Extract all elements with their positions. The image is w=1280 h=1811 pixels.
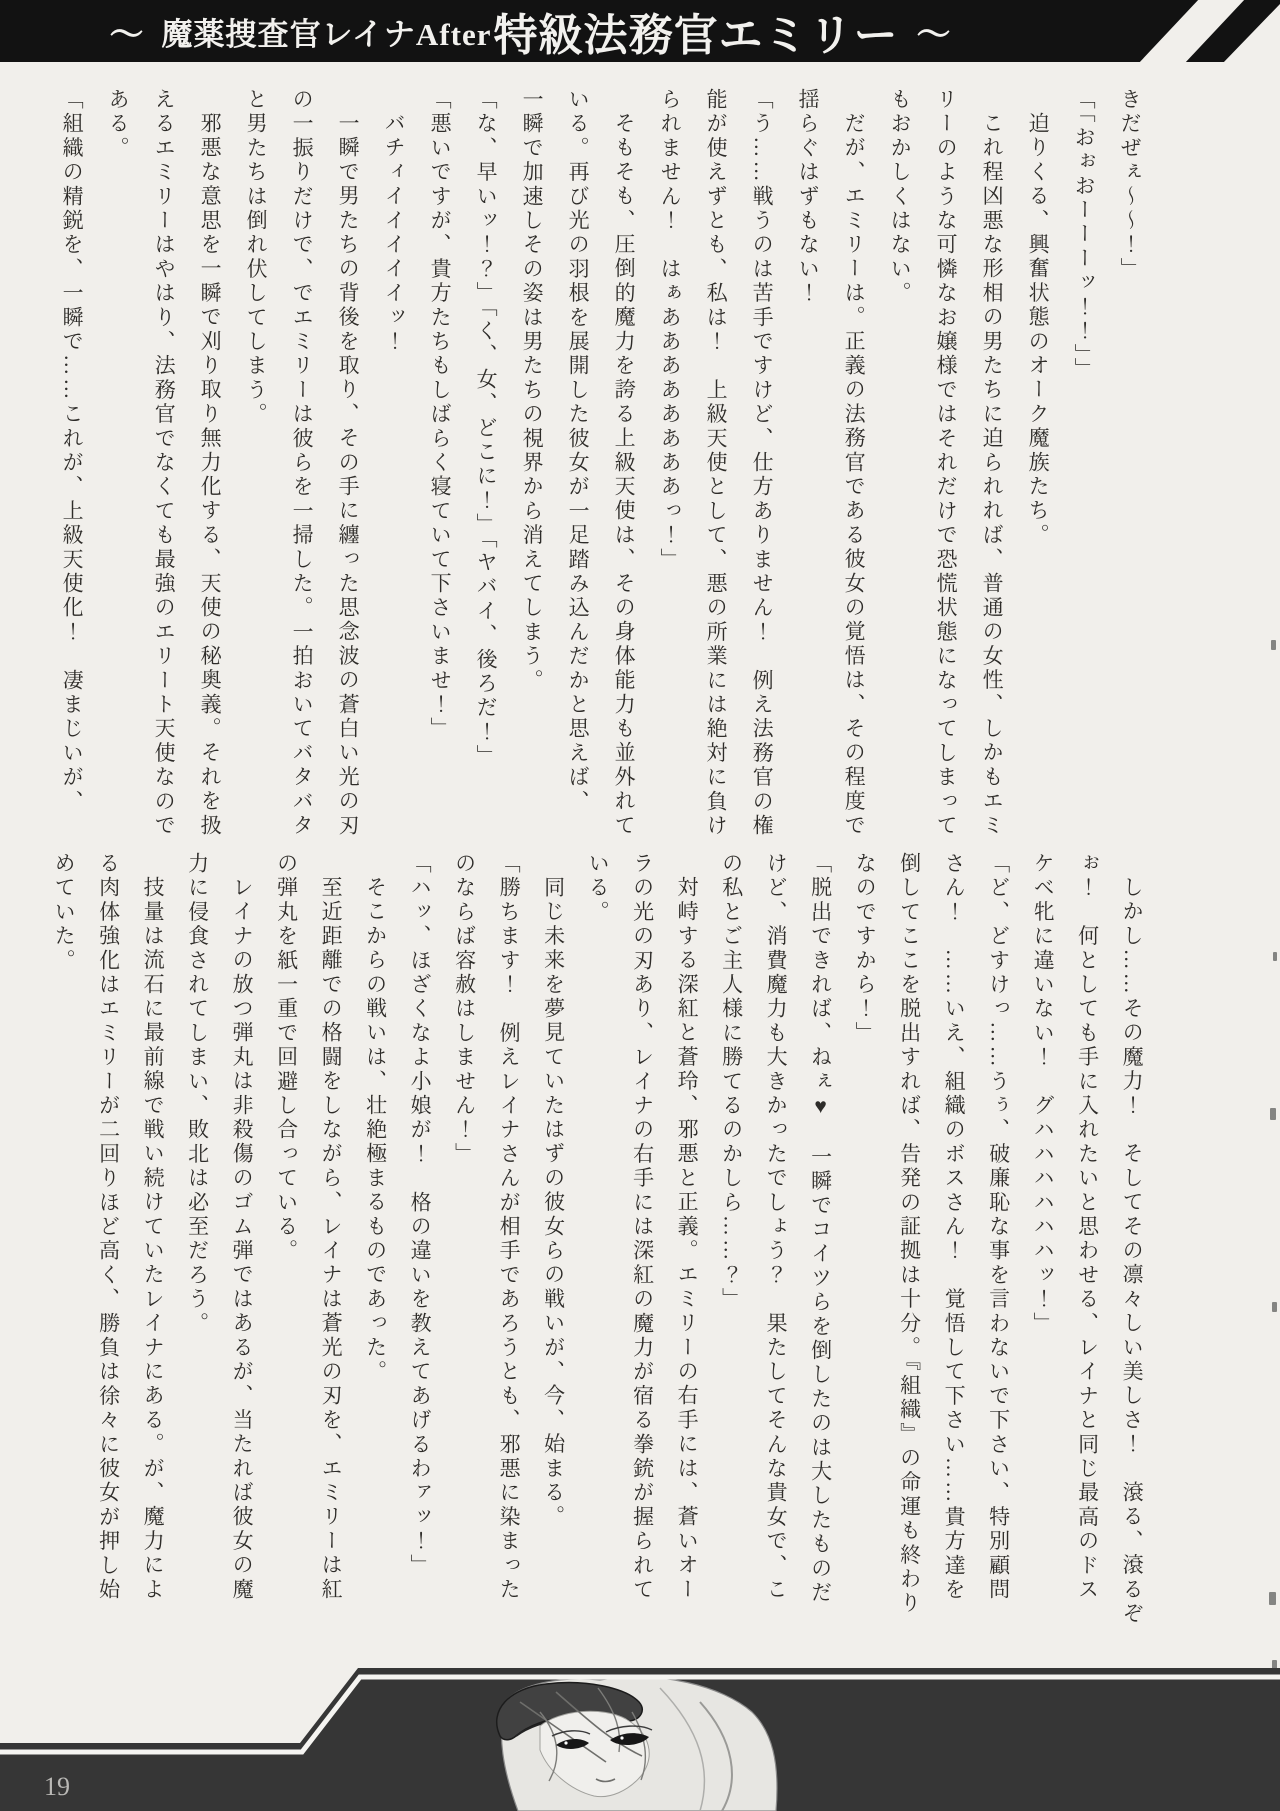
text-column: の私とご主人様に勝てるのかしら……？」 xyxy=(719,852,744,1312)
text-column: 揺らぐはずもない！ xyxy=(796,88,821,306)
scan-speck xyxy=(1269,1592,1276,1605)
text-column: しかし……その魔力！ そしてその凛々しい美しさ！ 滾る、滾るぞ xyxy=(1120,876,1145,1627)
text-column: の一振りだけで、でエミリーは彼らを一掃した。一拍おいてバタバタ xyxy=(290,88,315,839)
text-column: 対峙する深紅と蒼玲、邪悪と正義。エミリーの右手には、蒼いオー xyxy=(675,876,700,1603)
text-column: 「な、早いッ！？」「く、女、どこに！」「ヤバイ、後ろだ！」 xyxy=(474,88,499,769)
text-column: けど、消費魔力も大きかったでしょう？ 果たしてそんな貴女で、こ xyxy=(764,852,789,1603)
text-column: ぉ！ 何としても手に入れたいと思わせる、レイナと同じ最高のドス xyxy=(1075,852,1100,1603)
text-column: ケベ牝に違いない！ グハハハハハハッ！」 xyxy=(1031,852,1056,1336)
text-column: そもそも、圧倒的魔力を誇る上級天使は、その身体能力も並外れて xyxy=(612,112,637,839)
text-column: 「組織の精鋭を、一瞬で……これが、上級天使化！ 凄まじいが、 xyxy=(60,88,85,814)
text-column: きだぜぇ～～！」 xyxy=(1118,88,1143,282)
text-column: ある。 xyxy=(106,88,131,161)
text-column: 「ハッ、ほざくなよ小娘が！ 格の違いを教えてあげるわァッ！」 xyxy=(408,852,433,1578)
text-column: えるエミリーはやはり、法務官でなくても最強のエリート天使なので xyxy=(152,88,177,839)
scan-speck xyxy=(1271,640,1276,650)
text-column: 迫りくる、興奮状態のオーク魔族たち。 xyxy=(1026,112,1051,548)
text-column: バチィイイイイイッ！ xyxy=(382,112,407,355)
title-chapter-name: 特級法務官エミリー xyxy=(493,11,899,60)
page-title xyxy=(0,0,1060,62)
text-column: 倒してここを脱出すれば、告発の証拠は十分。『組織』の命運も終わり xyxy=(897,852,922,1616)
text-column: る肉体強化はエミリーが二回りほど高く、勝負は徐々に彼女が押し始 xyxy=(96,852,121,1603)
text-column: の弾丸を紙一重で回避し合っている。 xyxy=(274,852,299,1264)
text-column: そこからの戦いは、壮絶極まるものであった。 xyxy=(363,876,388,1385)
title-tilde-left: ～ xyxy=(109,16,144,54)
text-column: 一瞬で男たちの背後を取り、その手に纏った思念波の蒼白い光の刃 xyxy=(336,112,361,839)
text-column: 「ど、どすけっ……うぅ、破廉恥な事を言わないで下さい、特別顧問 xyxy=(986,852,1011,1603)
scan-speck xyxy=(1273,952,1277,961)
text-column: めていた。 xyxy=(52,852,77,973)
footer-band xyxy=(0,1640,1280,1811)
text-column: 力に侵食されてしまい、敗北は必至だろう。 xyxy=(185,852,210,1336)
text-column: ラの光の刃あり、レイナの右手には深紅の魔力が宿る拳銃が握られて xyxy=(630,852,655,1603)
text-column: いる。再び光の羽根を展開した彼女が一足踏み込んだかと思えば、 xyxy=(566,88,591,814)
text-column: のならば容赦はしません！」 xyxy=(452,852,477,1167)
text-column: 一瞬で加速しその姿は男たちの視界から消えてしまう。 xyxy=(520,88,545,693)
text-column: 能が使えずとも、私は！ 上級天使として、悪の所業には絶対に負け xyxy=(704,88,729,839)
text-column: さん！ ……いえ、組織のボスさん！ 覚悟して下さい……貴方達を xyxy=(942,852,967,1603)
text-column: リーのような可憐なお嬢様ではそれだけで恐慌状態になってしまって xyxy=(934,88,959,839)
text-column: 「勝ちます！ 例えレイナさんが相手であろうとも、邪悪に染まった xyxy=(497,852,522,1603)
title-series-name: 魔薬捜査官レイナAfter xyxy=(161,16,492,52)
text-column: られません！ はぁああああああああっ！」 xyxy=(658,88,683,572)
text-column: もおかしくはない。 xyxy=(888,88,913,306)
text-column: いる。 xyxy=(586,852,611,925)
text-column: 「悪いですが、貴方たちもしばらく寝ていて下さいませ！」 xyxy=(428,88,453,742)
page-number: 19 xyxy=(44,1772,70,1801)
text-column: 「う……戦うのは苦手ですけど、仕方ありません！ 例え法務官の権 xyxy=(750,88,775,839)
text-column: と男たちは倒れ伏してしまう。 xyxy=(244,88,269,427)
text-column: 「脱出できれば、ねぇ♥ 一瞬でコイツらを倒したのは大したものだ xyxy=(808,852,833,1606)
scan-speck xyxy=(1270,1108,1276,1120)
text-column: 邪悪な意思を一瞬で刈り取り無力化する、天使の秘奥義。それを扱 xyxy=(198,112,223,839)
scan-speck xyxy=(1272,1302,1277,1312)
text-column: だが、エミリーは。正義の法務官である彼女の覚悟は、その程度で xyxy=(842,112,867,839)
text-column: レイナの放つ弾丸は非殺傷のゴム弾ではあるが、当たれば彼女の魔 xyxy=(230,876,255,1603)
title-tilde-right: ～ xyxy=(916,16,951,54)
text-column: なのですから！」 xyxy=(853,852,878,1046)
text-column: 至近距離での格闘をしながら、レイナは蒼光の刃を、エミリーは紅 xyxy=(319,876,344,1603)
text-column: 技量は流石に最前線で戦い続けていたレイナにある。が、魔力によ xyxy=(141,876,166,1603)
text-column: 「「おぉおーーーッ！！」」 xyxy=(1072,88,1097,382)
text-column: 同じ未来を夢見ていたはずの彼女らの戦いが、今、始まる。 xyxy=(541,876,566,1530)
text-column: これ程凶悪な形相の男たちに迫られれば、普通の女性、しかもエミ xyxy=(980,112,1005,839)
